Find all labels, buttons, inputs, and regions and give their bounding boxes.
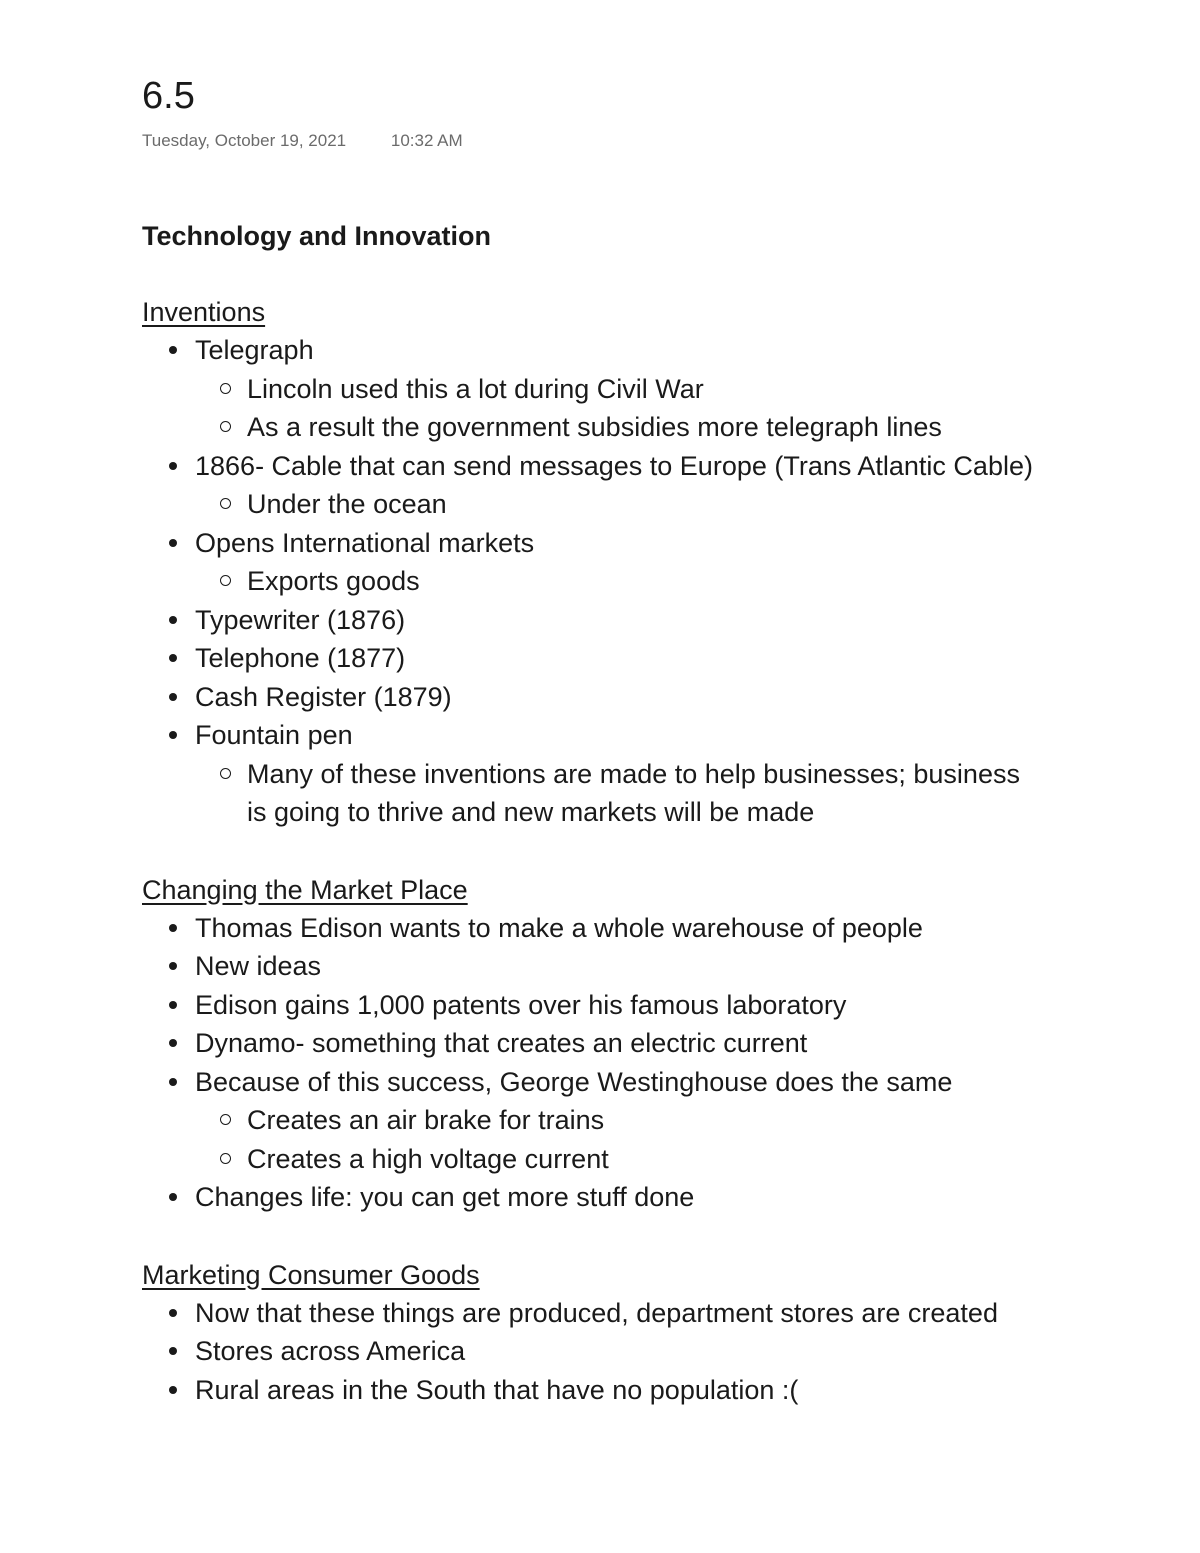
bullet-text: 1866- Cable that can send messages to Europe (Trans Atlantic Cable): [195, 450, 1033, 481]
sub-bullet-item: Exports goods: [195, 562, 1042, 601]
bullet-item: [142, 678, 1042, 717]
sub-bullet-item: Under the ocean: [195, 485, 1042, 524]
sub-bullet-item: As a result the government subsidies more telegraph lines: [195, 408, 1042, 447]
sub-bullet-list: [195, 370, 1042, 447]
note-page: [142, 70, 1042, 1409]
bullet-text: Stores across America: [195, 1336, 466, 1366]
bullet-item: [142, 601, 1042, 640]
bullet-list: [142, 331, 1042, 832]
bullet-item: [142, 909, 1042, 948]
bullet-item: [142, 447, 1042, 524]
bullet-item: [142, 639, 1042, 678]
bullet-item: [142, 986, 1042, 1025]
section: [142, 1256, 1042, 1410]
sub-bullet-item: Creates an air brake for trains: [195, 1101, 1042, 1140]
page-time: 10:32 AM: [390, 131, 463, 150]
bullet-item: [142, 1371, 1042, 1410]
section-title: Inventions: [142, 297, 266, 327]
bullet-text: Fountain pen: [195, 720, 353, 750]
bullet-list: [142, 1294, 1042, 1410]
bullet-text: Because of this success, George Westinghouse does the same: [195, 1066, 953, 1097]
sub-bullet-item: Creates a high voltage current: [195, 1140, 1042, 1179]
bullet-item: [142, 1024, 1042, 1063]
bullet-text: Opens International markets: [195, 527, 535, 558]
bullet-item: [142, 331, 1042, 447]
bullet-text: Edison gains 1,000 patents over his famous laboratory: [195, 989, 847, 1020]
bullet-item: [142, 947, 1042, 986]
bullet-text: Telegraph: [195, 335, 314, 365]
bullet-item: [142, 524, 1042, 601]
bullet-text: Now that these things are produced, department stores are created: [195, 1297, 998, 1328]
page-title: 6.5: [142, 75, 195, 117]
bullet-text: Cash Register (1879): [195, 681, 452, 712]
page-date: Tuesday, October 19, 2021: [142, 131, 347, 150]
bullet-item: [142, 1178, 1042, 1217]
bullet-item: [142, 1332, 1042, 1371]
bullet-text: Telephone (1877): [195, 643, 406, 673]
doc-heading: Technology and Innovation: [142, 221, 491, 251]
bullet-text: Typewriter (1876): [195, 604, 406, 635]
bullet-text: Dynamo- something that creates an electric current: [195, 1028, 808, 1058]
sub-bullet-list: [195, 562, 1042, 601]
bullet-text: Changes life: you can get more stuff done: [195, 1182, 695, 1212]
sub-bullet-list: [195, 485, 1042, 524]
sub-bullet-item: Lincoln used this a lot during Civil War: [195, 370, 1042, 409]
page-meta: [142, 128, 1042, 154]
bullet-list: [142, 909, 1042, 1217]
bullet-item: [142, 716, 1042, 832]
section-title: Marketing Consumer Goods: [142, 1259, 480, 1290]
section-title: Changing the Market Place: [142, 874, 468, 905]
bullet-item: [142, 1294, 1042, 1333]
section: [142, 871, 1042, 1217]
bullet-text: Thomas Edison wants to make a whole warehouse of people: [195, 912, 923, 943]
sub-bullet-list: [195, 1101, 1042, 1178]
bullet-text: New ideas: [195, 951, 322, 981]
section: [142, 293, 1042, 832]
bullet-item: [142, 1063, 1042, 1179]
note-sections: [142, 293, 1042, 1409]
bullet-text: Rural areas in the South that have no population :(: [195, 1374, 799, 1405]
sub-bullet-list: [195, 755, 1042, 832]
sub-bullet-item: Many of these inventions are made to help businesses; business is going to thrive and new markets will be made: [195, 755, 1042, 832]
